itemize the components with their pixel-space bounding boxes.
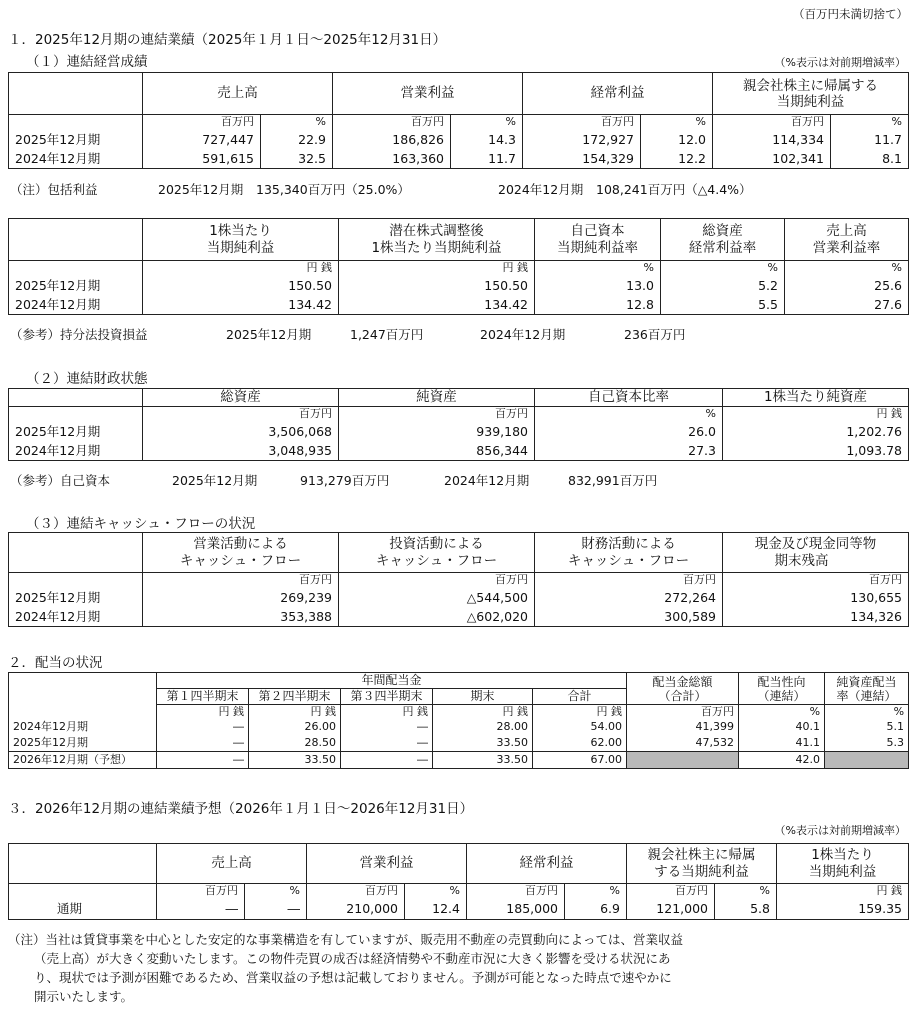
header-operating-margin bbox=[785, 219, 909, 261]
value-cell: 102,341 bbox=[713, 150, 831, 169]
value-cell: 12.4 bbox=[405, 900, 467, 920]
header-financing-cf bbox=[535, 533, 723, 573]
value-cell: 27.6 bbox=[785, 296, 909, 315]
equity-ref-label: （参考）自己資本 bbox=[10, 473, 111, 488]
value-cell: 154,329 bbox=[523, 150, 641, 169]
equity-method-cur-label: 2025年12月期 bbox=[226, 327, 312, 342]
unit-label-cell bbox=[9, 573, 143, 589]
value-cell: 5.2 bbox=[661, 277, 785, 296]
value-cell: △602,020 bbox=[339, 608, 535, 627]
unit-cell: % bbox=[535, 407, 723, 423]
value-cell: 172,927 bbox=[523, 131, 641, 150]
section1-sub3-title: （３）連結キャッシュ・フローの状況 bbox=[26, 516, 256, 532]
value-cell: 159.35 bbox=[777, 900, 909, 920]
value-cell: 67.00 bbox=[533, 752, 627, 769]
unit-cell: 百万円 bbox=[143, 407, 339, 423]
unit-cell: % bbox=[245, 884, 307, 900]
corner-cell bbox=[9, 389, 143, 407]
table-row bbox=[9, 277, 909, 296]
header-q3: 第３四半期末 bbox=[341, 689, 433, 705]
unit-cell: % bbox=[535, 261, 661, 277]
unit-cell: 百万円 bbox=[143, 115, 261, 131]
header-line: 純資産配当 bbox=[836, 674, 897, 689]
value-cell: △544,500 bbox=[339, 589, 535, 608]
value-cell: 28.50 bbox=[249, 736, 341, 752]
table-row bbox=[9, 423, 909, 442]
unit-cell: % bbox=[661, 261, 785, 277]
unit-cell: 百万円 bbox=[523, 115, 641, 131]
value-cell: 353,388 bbox=[143, 608, 339, 627]
unit-label-cell bbox=[9, 407, 143, 423]
header-net-income-line1: 親会社株主に帰属する bbox=[743, 77, 878, 94]
header-line: 配当性向 bbox=[757, 674, 806, 689]
value-cell: 13.0 bbox=[535, 277, 661, 296]
corner-cell bbox=[9, 73, 143, 115]
unit-cell: % bbox=[641, 115, 713, 131]
header-line: 総資産 bbox=[702, 222, 743, 239]
header-line: キャッシュ・フロー bbox=[567, 552, 690, 569]
row-label: 2025年12月期 bbox=[9, 423, 143, 442]
header-net-income bbox=[713, 73, 909, 115]
table-row bbox=[9, 736, 909, 752]
header-roa bbox=[661, 219, 785, 261]
value-cell: 33.50 bbox=[249, 752, 341, 769]
value-cell: 41,399 bbox=[627, 720, 739, 736]
comprehensive-income-prev-label: 2024年12月期 bbox=[498, 182, 584, 197]
unit-cell: % bbox=[565, 884, 627, 900]
unit-cell: 円 銭 bbox=[249, 705, 341, 720]
unit-cell: % bbox=[825, 705, 909, 720]
value-cell: 12.0 bbox=[641, 131, 713, 150]
value-cell: 114,334 bbox=[713, 131, 831, 150]
comprehensive-income-prev-value: 108,241百万円（△4.4%） bbox=[596, 182, 752, 197]
header-eps bbox=[777, 844, 909, 884]
table-row bbox=[9, 900, 909, 920]
header-net-income bbox=[627, 844, 777, 884]
value-cell: ― bbox=[341, 736, 433, 752]
section1-sub2-title: （２）連結財政状態 bbox=[26, 371, 148, 387]
header-q1: 第１四半期末 bbox=[157, 689, 249, 705]
value-cell: 54.00 bbox=[533, 720, 627, 736]
header-q2: 第２四半期末 bbox=[249, 689, 341, 705]
header-line: 営業利益率 bbox=[812, 239, 881, 256]
row-label: 2025年12月期 bbox=[9, 277, 143, 296]
row-label: 2024年12月期 bbox=[9, 720, 157, 736]
comprehensive-income-label: （注）包括利益 bbox=[10, 182, 98, 197]
value-cell: 591,615 bbox=[143, 150, 261, 169]
header-line: （合計） bbox=[658, 688, 707, 703]
value-cell: 210,000 bbox=[307, 900, 405, 920]
value-cell: 27.3 bbox=[535, 442, 723, 461]
table-row-forecast bbox=[9, 752, 909, 769]
header-doe bbox=[825, 673, 909, 705]
header-sales: 売上高 bbox=[143, 73, 333, 115]
unit-cell: 百万円 bbox=[339, 407, 535, 423]
operating-results-table bbox=[8, 72, 909, 169]
header-net-income-line2: 当期純利益 bbox=[776, 93, 845, 110]
financial-position-table bbox=[8, 388, 909, 461]
header-line: 売上高 bbox=[826, 222, 867, 239]
value-cell: 22.9 bbox=[261, 131, 333, 150]
unit-cell: 百万円 bbox=[535, 573, 723, 589]
header-line: 1株当たり当期純利益 bbox=[371, 239, 502, 256]
value-cell: 26.0 bbox=[535, 423, 723, 442]
equity-method-cur-value: 1,247百万円 bbox=[350, 327, 424, 342]
value-cell: 42.0 bbox=[739, 752, 825, 769]
value-cell: 269,239 bbox=[143, 589, 339, 608]
unit-cell: 円 銭 bbox=[777, 884, 909, 900]
header-operating-income: 営業利益 bbox=[333, 73, 523, 115]
comprehensive-income-cur-label: 2025年12月期 bbox=[158, 182, 244, 197]
unit-label-cell bbox=[9, 884, 157, 900]
header-payout-ratio bbox=[739, 673, 825, 705]
unit-cell: % bbox=[451, 115, 523, 131]
header-line: 潜在株式調整後 bbox=[389, 222, 484, 239]
equity-ref-prev-label: 2024年12月期 bbox=[444, 473, 530, 488]
value-cell: 3,506,068 bbox=[143, 423, 339, 442]
shaded-cell bbox=[825, 752, 909, 769]
row-label: 2025年12月期 bbox=[9, 736, 157, 752]
unit-cell: 百万円 bbox=[339, 573, 535, 589]
unit-label-cell bbox=[9, 261, 143, 277]
footnote-line: り、現状では予測が困難であるため、営業収益の予想は記載しておりません。予測が可能となった時点で速やかに bbox=[34, 970, 672, 985]
header-bps: 1株当たり純資産 bbox=[723, 389, 909, 407]
value-cell: 40.1 bbox=[739, 720, 825, 736]
table-row bbox=[9, 720, 909, 736]
value-cell: 856,344 bbox=[339, 442, 535, 461]
value-cell: 6.9 bbox=[565, 900, 627, 920]
equity-method-prev-value: 236百万円 bbox=[624, 327, 686, 342]
table-row bbox=[9, 608, 909, 627]
header-line: 営業活動による bbox=[193, 535, 288, 552]
header-line: 当期純利益 bbox=[206, 239, 275, 256]
section3-change-note: （%表示は対前期増減率） bbox=[774, 824, 906, 837]
value-cell: ― bbox=[341, 720, 433, 736]
header-eps bbox=[143, 219, 339, 261]
header-line: 期末残高 bbox=[774, 552, 829, 569]
header-sales: 売上高 bbox=[157, 844, 307, 884]
footnote-line: （売上高）が大きく変動いたします。この物件売買の成否は経済情勢や不動産市況に大きく影響を受ける状況にあ bbox=[34, 951, 671, 966]
value-cell: 12.8 bbox=[535, 296, 661, 315]
header-operating-cf bbox=[143, 533, 339, 573]
header-annual-dividends: 年間配当金 bbox=[157, 673, 627, 689]
value-cell: 150.50 bbox=[339, 277, 535, 296]
value-cell: ― bbox=[245, 900, 307, 920]
table-row bbox=[9, 131, 909, 150]
header-line: 1株当たり bbox=[811, 846, 874, 863]
unit-cell: 円 銭 bbox=[339, 261, 535, 277]
header-year-end: 期末 bbox=[433, 689, 533, 705]
value-cell: ― bbox=[157, 736, 249, 752]
value-cell: 130,655 bbox=[723, 589, 909, 608]
value-cell: 272,264 bbox=[535, 589, 723, 608]
value-cell: 28.00 bbox=[433, 720, 533, 736]
value-cell: 150.50 bbox=[143, 277, 339, 296]
unit-cell: 円 銭 bbox=[723, 407, 909, 423]
corner-cell bbox=[9, 219, 143, 261]
header-line: 1株当たり bbox=[209, 222, 272, 239]
header-line: 投資活動による bbox=[389, 535, 484, 552]
corner-cell bbox=[9, 673, 157, 705]
value-cell: ― bbox=[157, 900, 245, 920]
per-share-table bbox=[8, 218, 909, 315]
equity-method-label: （参考）持分法投資損益 bbox=[10, 327, 148, 342]
section1-title: １．2025年12月期の連結業績（2025年１月１日～2025年12月31日） bbox=[8, 32, 447, 48]
header-line: キャッシュ・フロー bbox=[375, 552, 498, 569]
value-cell: 11.7 bbox=[451, 150, 523, 169]
equity-ref-prev-value: 832,991百万円 bbox=[568, 473, 658, 488]
header-line: 自己資本 bbox=[570, 222, 625, 239]
value-cell: 8.1 bbox=[831, 150, 909, 169]
value-cell: 1,202.76 bbox=[723, 423, 909, 442]
value-cell: 41.1 bbox=[739, 736, 825, 752]
value-cell: 14.3 bbox=[451, 131, 523, 150]
shaded-cell bbox=[627, 752, 739, 769]
row-label: 2025年12月期 bbox=[9, 131, 143, 150]
header-roe bbox=[535, 219, 661, 261]
value-cell: 47,532 bbox=[627, 736, 739, 752]
unit-cell: 円 銭 bbox=[143, 261, 339, 277]
value-cell: 5.5 bbox=[661, 296, 785, 315]
row-label: 2024年12月期 bbox=[9, 442, 143, 461]
value-cell: 5.1 bbox=[825, 720, 909, 736]
equity-method-prev-label: 2024年12月期 bbox=[480, 327, 566, 342]
header-line: 財務活動による bbox=[581, 535, 676, 552]
value-cell: 939,180 bbox=[339, 423, 535, 442]
header-total: 合計 bbox=[533, 689, 627, 705]
value-cell: ― bbox=[157, 752, 249, 769]
table-row bbox=[9, 589, 909, 608]
section1-change-note: （%表示は対前期増減率） bbox=[774, 56, 906, 69]
unit-label-cell bbox=[9, 705, 157, 720]
value-cell: ― bbox=[157, 720, 249, 736]
value-cell: 134,326 bbox=[723, 608, 909, 627]
header-net-assets: 純資産 bbox=[339, 389, 535, 407]
header-cash-balance bbox=[723, 533, 909, 573]
forecast-footnote bbox=[8, 930, 908, 1006]
table-row bbox=[9, 150, 909, 169]
unit-cell: % bbox=[405, 884, 467, 900]
footnote-line: 開示いたします。 bbox=[34, 989, 134, 1004]
row-label: 2025年12月期 bbox=[9, 589, 143, 608]
unit-cell: % bbox=[715, 884, 777, 900]
header-line: 率（連結） bbox=[836, 688, 897, 703]
header-diluted-eps bbox=[339, 219, 535, 261]
value-cell: 134.42 bbox=[339, 296, 535, 315]
corner-cell bbox=[9, 844, 157, 884]
corner-cell bbox=[9, 533, 143, 573]
value-cell: 33.50 bbox=[433, 752, 533, 769]
value-cell: 62.00 bbox=[533, 736, 627, 752]
unit-cell: 百万円 bbox=[157, 884, 245, 900]
unit-cell: 百万円 bbox=[467, 884, 565, 900]
value-cell: 134.42 bbox=[143, 296, 339, 315]
header-line: キャッシュ・フロー bbox=[179, 552, 302, 569]
value-cell: 300,589 bbox=[535, 608, 723, 627]
row-label: 通期 bbox=[9, 900, 157, 920]
value-cell: 121,000 bbox=[627, 900, 715, 920]
header-total-dividends bbox=[627, 673, 739, 705]
header-line: する当期純利益 bbox=[654, 863, 749, 880]
value-cell: 3,048,935 bbox=[143, 442, 339, 461]
section3-title: ３．2026年12月期の連結業績予想（2026年１月１日～2026年12月31日） bbox=[8, 801, 474, 817]
dividends-table bbox=[8, 672, 909, 769]
header-line: 経常利益率 bbox=[688, 239, 757, 256]
unit-cell: 百万円 bbox=[143, 573, 339, 589]
footnote-line: （注）当社は賃貸事業を中心とした安定的な事業構造を有していますが、販売用不動産の売買動向によっては、営業収益 bbox=[8, 932, 684, 947]
value-cell: 11.7 bbox=[831, 131, 909, 150]
section1-sub1-title: （１）連結経営成績 bbox=[26, 54, 148, 70]
value-cell: 185,000 bbox=[467, 900, 565, 920]
header-investing-cf bbox=[339, 533, 535, 573]
value-cell: 5.8 bbox=[715, 900, 777, 920]
unit-cell: 百万円 bbox=[713, 115, 831, 131]
equity-ref-cur-label: 2025年12月期 bbox=[172, 473, 258, 488]
row-label: 2024年12月期 bbox=[9, 296, 143, 315]
unit-cell: 百万円 bbox=[307, 884, 405, 900]
unit-cell: % bbox=[785, 261, 909, 277]
header-line: 現金及び現金同等物 bbox=[754, 535, 877, 552]
value-cell: 5.3 bbox=[825, 736, 909, 752]
unit-label-cell bbox=[9, 115, 143, 131]
unit-cell: 円 銭 bbox=[341, 705, 433, 720]
header-ordinary-income: 経常利益 bbox=[467, 844, 627, 884]
value-cell: 186,826 bbox=[333, 131, 451, 150]
equity-ref-cur-value: 913,279百万円 bbox=[300, 473, 390, 488]
header-ordinary-income: 経常利益 bbox=[523, 73, 713, 115]
unit-cell: 百万円 bbox=[333, 115, 451, 131]
forecast-table bbox=[8, 843, 909, 920]
unit-cell: 円 銭 bbox=[533, 705, 627, 720]
unit-cell: % bbox=[831, 115, 909, 131]
value-cell: 727,447 bbox=[143, 131, 261, 150]
section2-title: ２．配当の状況 bbox=[8, 655, 103, 671]
unit-cell: 百万円 bbox=[627, 884, 715, 900]
unit-cell: 百万円 bbox=[627, 705, 739, 720]
header-line: 配当金総額 bbox=[652, 674, 713, 689]
unit-cell: 円 銭 bbox=[157, 705, 249, 720]
header-total-assets: 総資産 bbox=[143, 389, 339, 407]
row-label: 2024年12月期 bbox=[9, 608, 143, 627]
table-row bbox=[9, 296, 909, 315]
row-label: 2024年12月期 bbox=[9, 150, 143, 169]
header-line: 親会社株主に帰属 bbox=[647, 846, 756, 863]
value-cell: 163,360 bbox=[333, 150, 451, 169]
value-cell: 25.6 bbox=[785, 277, 909, 296]
unit-cell: % bbox=[739, 705, 825, 720]
comprehensive-income-cur-value: 135,340百万円（25.0%） bbox=[256, 182, 410, 197]
header-line: （連結） bbox=[757, 688, 806, 703]
header-equity-ratio: 自己資本比率 bbox=[535, 389, 723, 407]
row-label: 2026年12月期（予想） bbox=[9, 752, 157, 769]
header-line: 当期純利益率 bbox=[557, 239, 638, 256]
cash-flow-table bbox=[8, 532, 909, 627]
table-row bbox=[9, 442, 909, 461]
value-cell: 26.00 bbox=[249, 720, 341, 736]
unit-note: （百万円未満切捨て） bbox=[793, 7, 908, 21]
value-cell: ― bbox=[341, 752, 433, 769]
header-line: 当期純利益 bbox=[808, 863, 877, 880]
value-cell: 32.5 bbox=[261, 150, 333, 169]
value-cell: 33.50 bbox=[433, 736, 533, 752]
unit-cell: % bbox=[261, 115, 333, 131]
header-operating-income: 営業利益 bbox=[307, 844, 467, 884]
unit-cell: 円 銭 bbox=[433, 705, 533, 720]
unit-cell: 百万円 bbox=[723, 573, 909, 589]
value-cell: 12.2 bbox=[641, 150, 713, 169]
value-cell: 1,093.78 bbox=[723, 442, 909, 461]
